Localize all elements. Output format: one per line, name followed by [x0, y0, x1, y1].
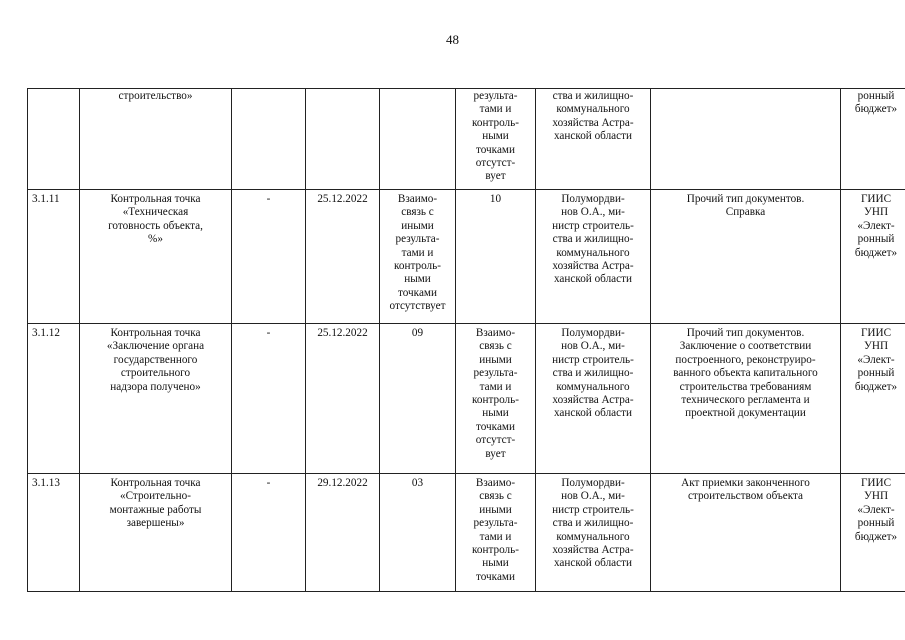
row-number: 3.1.13 — [28, 474, 80, 592]
code-cell: результа- тами и контроль- ными точками отсутст- вует — [456, 89, 536, 190]
due-date: 25.12.2022 — [306, 324, 380, 474]
responsible-person: ства и жилищно- коммунального хозяйства Астра- ханской области — [536, 89, 651, 190]
information-system: ронный бюджет» — [841, 89, 905, 190]
code-cell: Взаимо- связь с иными результа- тами и контроль- ными точками отсутст- вует — [456, 324, 536, 474]
control-point-title: строительство» — [80, 89, 232, 190]
control-point-title: Контрольная точка «Заключение органа государственного строительного надзора получено» — [80, 324, 232, 474]
responsible-person: Полумордви- нов О.А., ми- нистр строитель- ства и жилищно- коммунального хозяйства Астра- ханской области — [536, 190, 651, 324]
table-row — [28, 89, 905, 190]
document-type: Прочий тип документов. Заключение о соответствии построенного, реконструиро- ванного объекта капитального строительства требованиям технического регламента и проектной документации — [651, 324, 841, 474]
information-system: ГИИС УНП «Элект- ронный бюджет» — [841, 474, 905, 592]
document-type: Прочий тип документов. Справка — [651, 190, 841, 324]
page-number: 48 — [446, 32, 459, 47]
connection-cell — [380, 89, 456, 190]
table-row — [28, 474, 905, 592]
document-type: Акт приемки законченного строительством объекта — [651, 474, 841, 592]
information-system: ГИИС УНП «Элект- ронный бюджет» — [841, 190, 905, 324]
control-point-title: Контрольная точка «Техническая готовность объекта, %» — [80, 190, 232, 324]
information-system: ГИИС УНП «Элект- ронный бюджет» — [841, 324, 905, 474]
control-point-title: Контрольная точка «Строительно- монтажные работы завершены» — [80, 474, 232, 592]
connection-cell: Взаимо- связь с иными результа- тами и контроль- ными точками отсутствует — [380, 190, 456, 324]
row-number: 3.1.12 — [28, 324, 80, 474]
previous-point: - — [232, 324, 306, 474]
due-date — [306, 89, 380, 190]
due-date: 29.12.2022 — [306, 474, 380, 592]
responsible-person: Полумордви- нов О.А., ми- нистр строитель- ства и жилищно- коммунального хозяйства Астра- ханской области — [536, 474, 651, 592]
connection-cell: 03 — [380, 474, 456, 592]
previous-point — [232, 89, 306, 190]
row-number — [28, 89, 80, 190]
table-row — [28, 324, 905, 474]
row-number: 3.1.11 — [28, 190, 80, 324]
control-points-table — [27, 88, 905, 592]
table-row — [28, 190, 905, 324]
due-date: 25.12.2022 — [306, 190, 380, 324]
previous-point: - — [232, 474, 306, 592]
responsible-person: Полумордви- нов О.А., ми- нистр строитель- ства и жилищно- коммунального хозяйства Астра- ханской области — [536, 324, 651, 474]
code-cell: 10 — [456, 190, 536, 324]
document-type — [651, 89, 841, 190]
connection-cell: 09 — [380, 324, 456, 474]
previous-point: - — [232, 190, 306, 324]
code-cell: Взаимо- связь с иными результа- тами и контроль- ными точками — [456, 474, 536, 592]
